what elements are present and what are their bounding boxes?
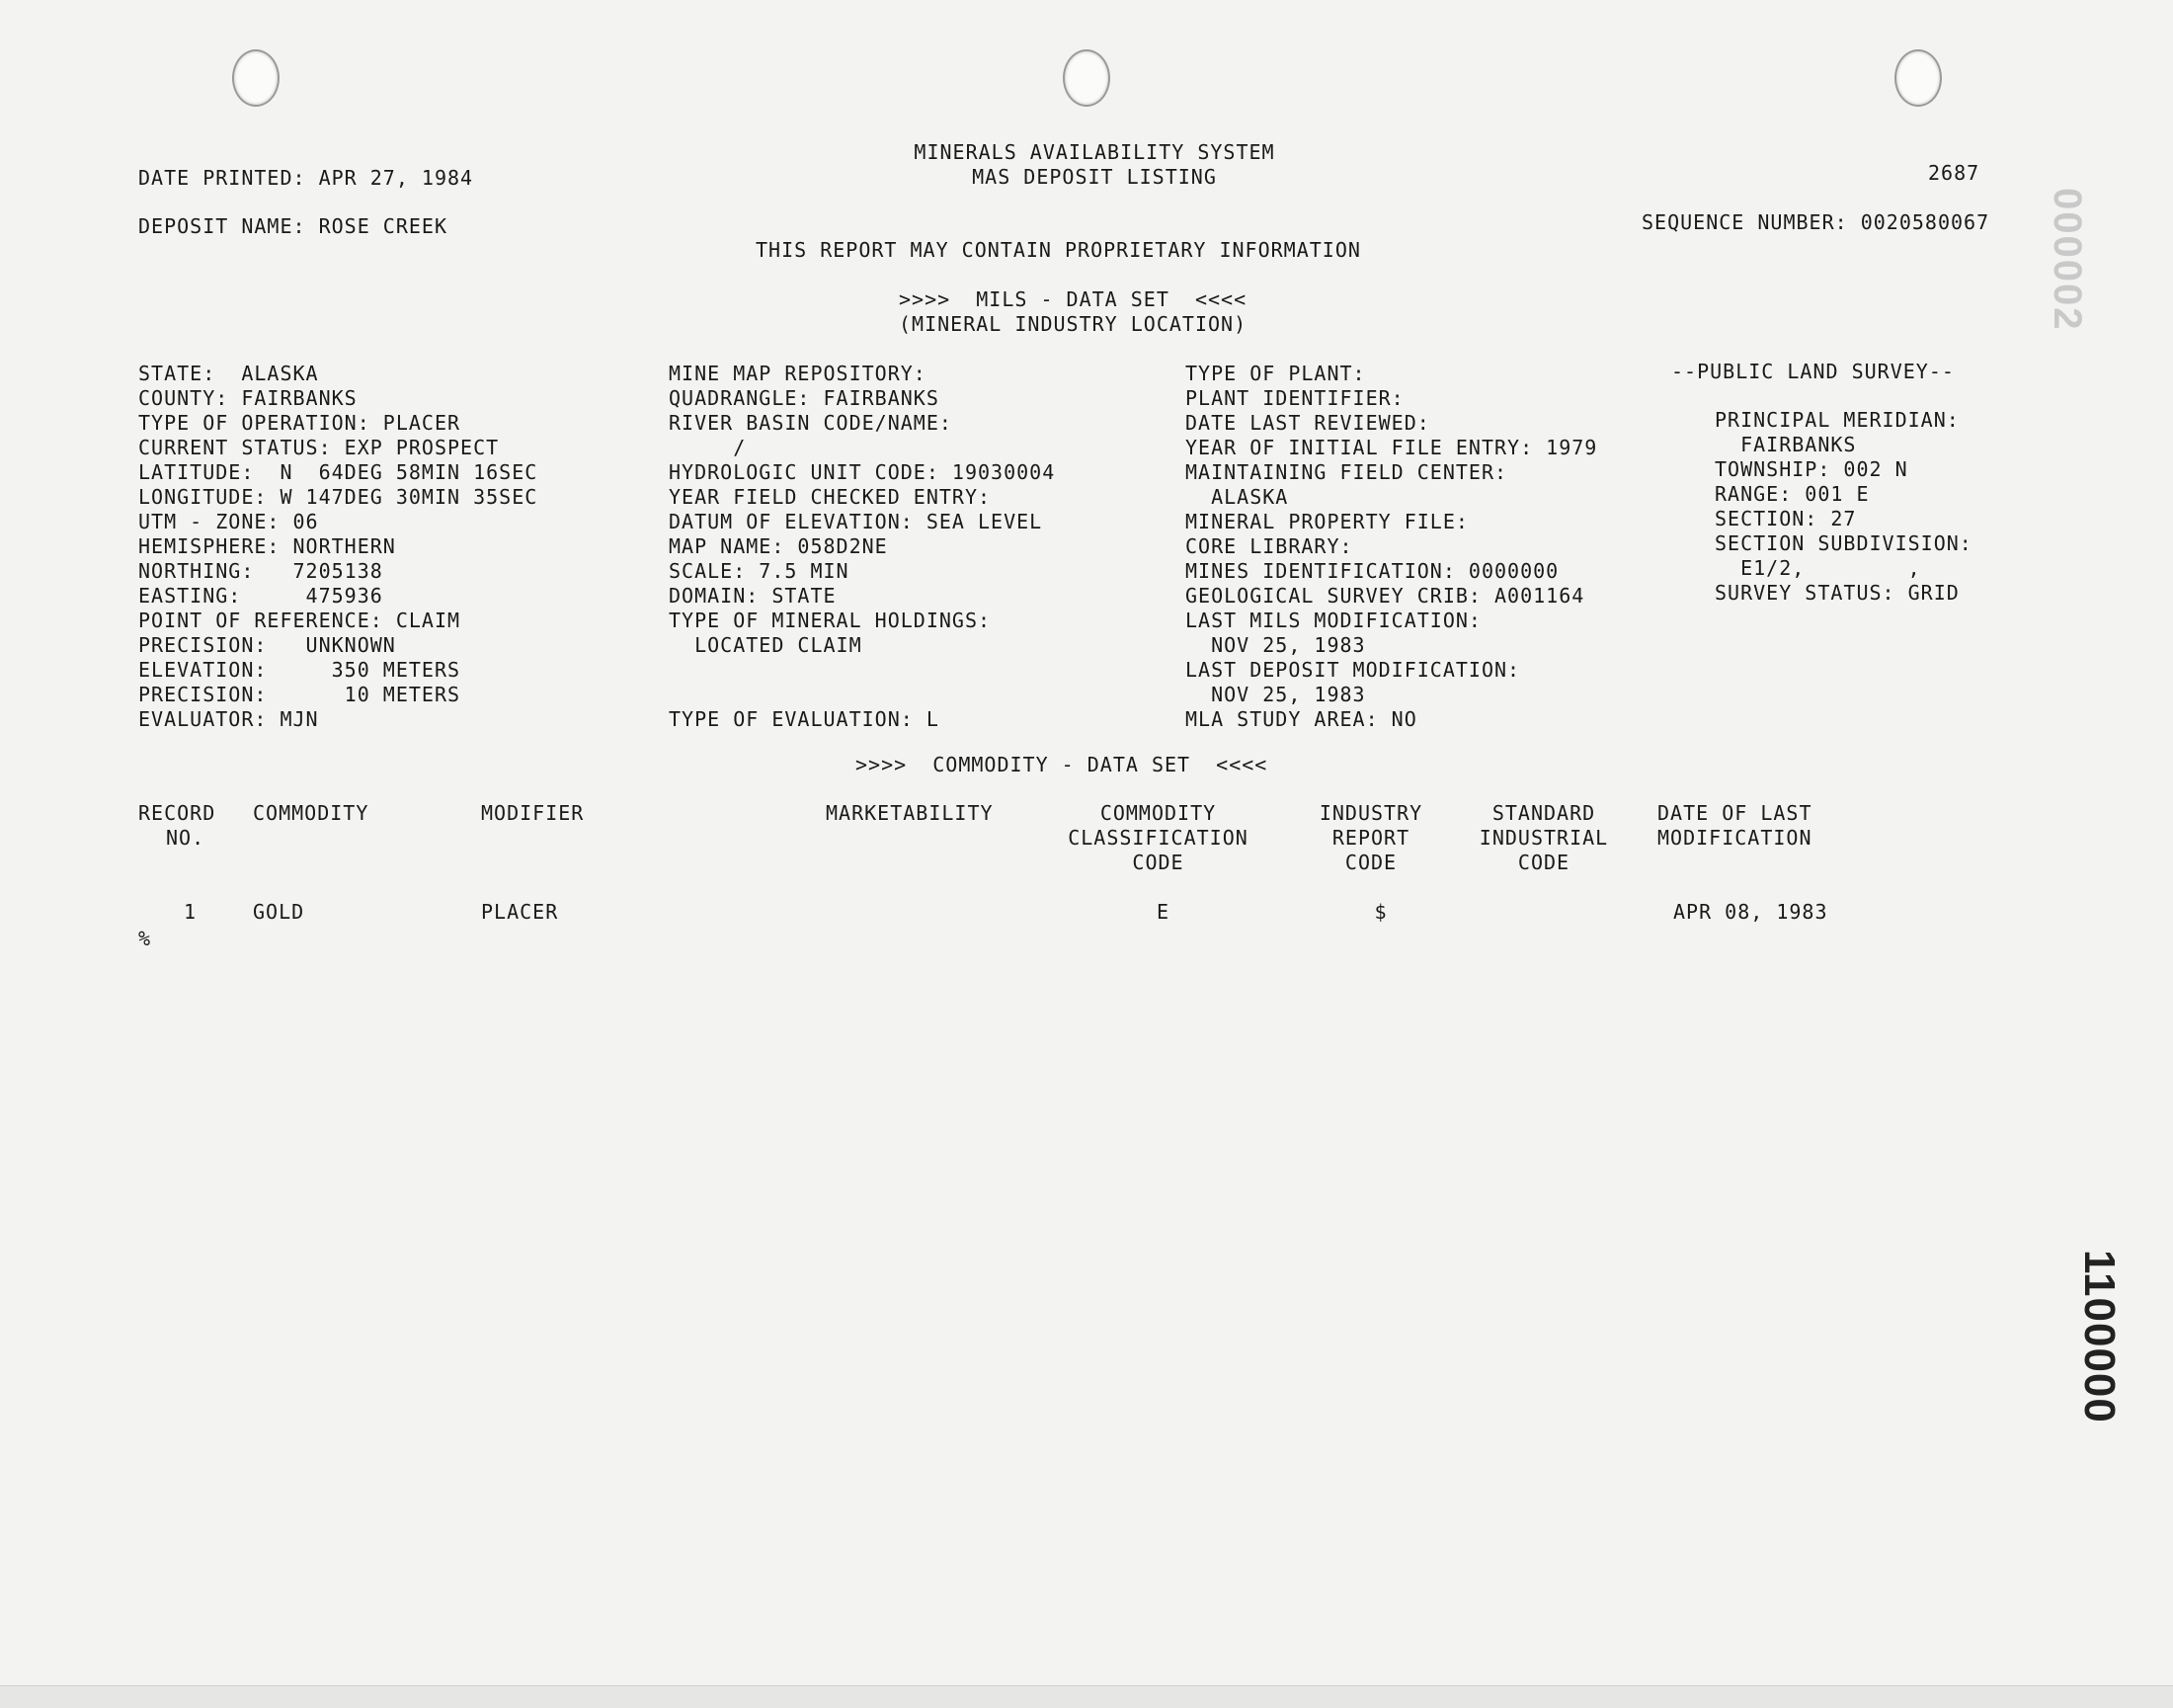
header-record-no: NO. [166, 826, 205, 850]
field-line: PRECISION: 10 METERS [138, 683, 461, 706]
header-commodity-class-3: CODE [1132, 851, 1184, 874]
field-line: SECTION: 27 [1715, 507, 1857, 530]
row-record: 1 [184, 900, 198, 924]
field-line: DATE LAST REVIEWED: [1185, 411, 1430, 435]
field-line: COUNTY: FAIRBANKS [138, 386, 358, 410]
header-commodity-class-2: CLASSIFICATION [1068, 826, 1248, 850]
field-line: MLA STUDY AREA: NO [1185, 707, 1417, 731]
field-line: CURRENT STATUS: EXP PROSPECT [138, 436, 500, 459]
field-line: LATITUDE: N 64DEG 58MIN 16SEC [138, 460, 538, 484]
field-line: NORTHING: 7205138 [138, 559, 383, 583]
location-column [138, 362, 537, 732]
listing-title: MAS DEPOSIT LISTING [972, 165, 1217, 189]
field-line: MAINTAINING FIELD CENTER: [1185, 460, 1508, 484]
field-line: PLANT IDENTIFIER: [1185, 386, 1405, 410]
field-line: PRINCIPAL MERIDIAN: [1715, 408, 1960, 432]
field-line: NOV 25, 1983 [1185, 633, 1366, 657]
date-printed: DATE PRINTED: APR 27, 1984 [138, 166, 474, 190]
margin-stamp-top: 000002 [2046, 188, 2089, 332]
field-line: MINE MAP REPOSITORY: [669, 362, 926, 385]
field-line: PRECISION: UNKNOWN [138, 633, 396, 657]
field-line: EVALUATOR: MJN [138, 707, 319, 731]
sequence-number: SEQUENCE NUMBER: 0020580067 [1642, 210, 1990, 234]
field-line [669, 683, 1055, 707]
header-marketability: MARKETABILITY [826, 801, 994, 825]
field-line: LAST MILS MODIFICATION: [1185, 609, 1482, 632]
header-industry-3: CODE [1344, 851, 1398, 874]
row-commodity: GOLD [253, 900, 305, 924]
field-line: CORE LIBRARY: [1185, 534, 1353, 558]
field-line: RANGE: 001 E [1715, 482, 1870, 506]
scan-bottom-edge [0, 1685, 2173, 1708]
margin-stamp-bottom: 1100000 [2075, 1250, 2124, 1423]
proprietary-notice: THIS REPORT MAY CONTAIN PROPRIETARY INFORMATION [756, 238, 1361, 262]
field-line [669, 658, 1055, 683]
row-modifier: PLACER [481, 900, 559, 924]
field-line: YEAR OF INITIAL FILE ENTRY: 1979 [1185, 436, 1598, 459]
header-date-1: DATE OF LAST [1657, 801, 1812, 825]
commodity-heading: >>>> COMMODITY - DATA SET <<<< [855, 753, 1268, 776]
plant-column [1185, 362, 1597, 732]
field-line: DATUM OF ELEVATION: SEA LEVEL [669, 510, 1043, 533]
system-title: MINERALS AVAILABILITY SYSTEM [914, 140, 1275, 164]
field-line: SURVEY STATUS: GRID [1715, 581, 1960, 605]
field-line: QUADRANGLE: FAIRBANKS [669, 386, 939, 410]
punch-hole-right [1894, 49, 1942, 107]
header-industry-2: REPORT [1331, 826, 1410, 850]
header-commodity-class-1: COMMODITY [1099, 801, 1217, 825]
field-line: TYPE OF EVALUATION: L [669, 707, 939, 731]
field-line: LONGITUDE: W 147DEG 30MIN 35SEC [138, 485, 538, 509]
field-line: MINERAL PROPERTY FILE: [1185, 510, 1469, 533]
header-standard-1: STANDARD [1491, 801, 1596, 825]
field-line: HEMISPHERE: NORTHERN [138, 534, 396, 558]
field-line: STATE: ALASKA [138, 362, 319, 385]
page-number: 2687 [1928, 161, 1980, 185]
row-date: APR 08, 1983 [1673, 900, 1828, 924]
field-line: HYDROLOGIC UNIT CODE: 19030004 [669, 460, 1056, 484]
field-line: FAIRBANKS [1715, 433, 1857, 456]
field-line: / [669, 436, 747, 459]
field-line: TYPE OF MINERAL HOLDINGS: [669, 609, 992, 632]
field-line: LOCATED CLAIM [669, 633, 862, 657]
field-line: YEAR FIELD CHECKED ENTRY: [669, 485, 992, 509]
mils-heading: >>>> MILS - DATA SET <<<< [899, 287, 1247, 311]
punch-hole-center [1063, 49, 1110, 107]
field-line: ALASKA [1185, 485, 1289, 509]
header-record: RECORD [138, 801, 216, 825]
field-line: UTM - ZONE: 06 [138, 510, 319, 533]
field-line: MINES IDENTIFICATION: 0000000 [1185, 559, 1560, 583]
punch-hole-left [232, 49, 280, 107]
field-line: EASTING: 475936 [138, 584, 383, 608]
mils-subheading: (MINERAL INDUSTRY LOCATION) [899, 312, 1247, 336]
field-line: RIVER BASIN CODE/NAME: [669, 411, 952, 435]
field-line: TYPE OF OPERATION: PLACER [138, 411, 461, 435]
map-column [669, 362, 1055, 732]
field-line: TOWNSHIP: 002 N [1715, 457, 1908, 481]
header-date-2: MODIFICATION [1657, 826, 1812, 850]
header-standard-3: CODE [1517, 851, 1570, 874]
row-classification-code: E [1156, 900, 1170, 924]
header-standard-2: INDUSTRIAL [1479, 826, 1609, 850]
header-industry-1: INDUSTRY [1319, 801, 1423, 825]
field-line: SCALE: 7.5 MIN [669, 559, 849, 583]
header-commodity: COMMODITY [253, 801, 369, 825]
field-line: POINT OF REFERENCE: CLAIM [138, 609, 461, 632]
survey-column [1715, 408, 1972, 606]
field-line: GEOLOGICAL SURVEY CRIB: A001164 [1185, 584, 1585, 608]
field-line: ELEVATION: 350 METERS [138, 658, 461, 682]
deposit-name: DEPOSIT NAME: ROSE CREEK [138, 214, 447, 238]
header-modifier: MODIFIER [481, 801, 585, 825]
field-line: TYPE OF PLANT: [1185, 362, 1366, 385]
field-line: MAP NAME: 058D2NE [669, 534, 888, 558]
field-line: DOMAIN: STATE [669, 584, 837, 608]
field-line: NOV 25, 1983 [1185, 683, 1366, 706]
end-mark: % [138, 927, 152, 950]
public-land-survey-title: --PUBLIC LAND SURVEY-- [1671, 360, 1955, 383]
field-line: LAST DEPOSIT MODIFICATION: [1185, 658, 1521, 682]
field-line: SECTION SUBDIVISION: [1715, 531, 1972, 555]
field-line: E1/2, , [1715, 556, 1921, 580]
row-industry-code: $ [1374, 900, 1388, 924]
